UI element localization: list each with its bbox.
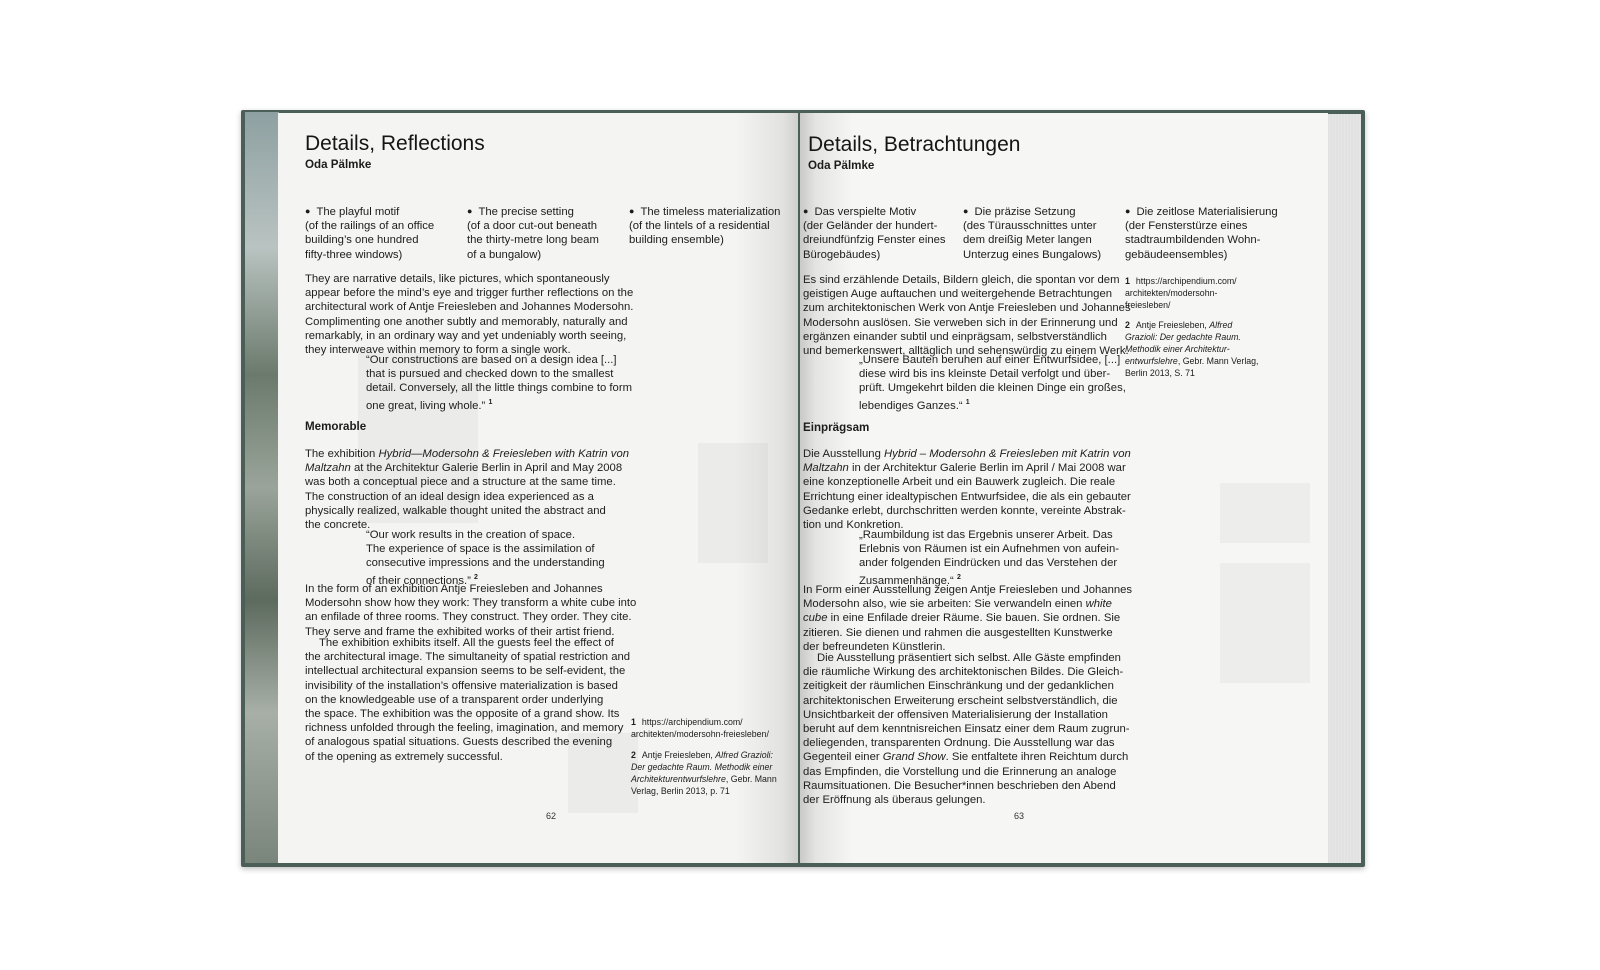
footnote xyxy=(631,716,791,740)
footnote-link: architekten/modersohn-freiesleben/ xyxy=(631,729,769,739)
motif-line: the thirty-metre long beam xyxy=(467,234,599,247)
block-quote xyxy=(366,353,636,413)
page-title: Details, Betrachtungen xyxy=(808,133,1021,156)
text-line: detail. Conversely, all the little things combine to form xyxy=(366,382,633,395)
text-line: zitieren. Sie dienen und rahmen die ausgestellten Kunstwerke xyxy=(803,626,1113,639)
author: Oda Pälmke xyxy=(305,158,372,171)
text-line: und bemerkenswert, alltäglich und sehenswürdig zu einem Werk. xyxy=(803,345,1129,358)
text-line: Gedanke erlebt, durchschritten werden konnte, vereinte Abstrak- xyxy=(803,504,1126,517)
motif-item xyxy=(305,205,465,262)
text-line: architectural work of Antje Freiesleben and Johannes Modersohn. xyxy=(305,301,634,314)
text-line: ergänzen einander subtil und einprägsam, selbstverständlich xyxy=(803,330,1107,343)
page-title: Details, Reflections xyxy=(305,132,485,155)
text-line: Modersohn auslösen. Sie verweben sich in der Erinnerung und xyxy=(803,316,1118,329)
footnote-number: 1 xyxy=(631,717,636,727)
text-line: Modersohn show how they work: They transform a white cube into xyxy=(305,597,637,610)
text-line: lebendiges Ganzes.“ xyxy=(859,399,963,412)
motif-line: dreiundfünfzig Fenster eines xyxy=(803,234,946,247)
footnote-number: 2 xyxy=(631,750,636,760)
motif-item xyxy=(467,205,627,262)
text-line: In Form einer Ausstellung zeigen Antje Freiesleben und Johannes xyxy=(803,584,1133,596)
exhibition-title: Hybrid—Modersohn & Freiesleben with Katrin von xyxy=(378,448,630,460)
motif-line: dem dreißig Meter langen xyxy=(963,234,1092,247)
right-page xyxy=(800,113,1328,863)
text-line: on the knowledgeable use of a transparent order underlying xyxy=(305,693,604,706)
paragraph xyxy=(803,583,1143,654)
paragraph xyxy=(803,651,1143,807)
paragraph xyxy=(305,272,635,357)
motif-line: (of a door cut-out beneath xyxy=(467,220,598,233)
motif-label: ● The playful motif xyxy=(305,205,465,219)
paragraph xyxy=(305,636,645,764)
footnote xyxy=(1125,319,1285,379)
text-line: beruht auf dem kenntnisreichen Einsatz einer dem Raum zugrun- xyxy=(803,723,1130,736)
show-through-image xyxy=(1220,483,1310,543)
footnote-text: Alfred Grazioli: xyxy=(715,750,773,760)
text-line: The construction of an ideal design idea experienced as a xyxy=(305,490,594,503)
motif-line: (des Türausschnittes unter xyxy=(963,220,1097,233)
footnote-ref: 1 xyxy=(488,398,493,406)
text-line: They are narrative details, like pictures, which spontaneously xyxy=(305,273,610,285)
text-line: physically realized, walkable thought united the abstract and xyxy=(305,504,606,517)
text-line: der Eröffnung als überaus gelungen. xyxy=(803,794,986,807)
motif-line: (der Fensterstürze eines xyxy=(1125,220,1248,233)
exhibition-title: Hybrid – Modersohn & Freiesleben mit Katrin von xyxy=(884,448,1131,460)
text-line: Erlebnis von Räumen ist ein Aufnehmen von aufein- xyxy=(859,543,1119,556)
text-line: „Raumbildung ist das Ergebnis unserer Arbeit. Das xyxy=(859,529,1113,541)
photo-page-edge xyxy=(245,112,279,863)
motif-item xyxy=(1125,205,1305,262)
page-number: 62 xyxy=(546,811,557,821)
text-line: They serve and frame the exhibited works of their artist friend. xyxy=(305,625,615,638)
text-line: In the form of an exhibition Antje Freiesleben and Johannes xyxy=(305,583,603,595)
text-line: zum architektonischen Werk von Antje Freiesleben und Johannes xyxy=(803,302,1131,315)
text-line: the architectural image. The simultaneity of spatial restriction and xyxy=(305,651,631,664)
footnote-ref: 2 xyxy=(474,573,478,581)
text-line: the space. The exhibition was the opposite of a grand show. Its xyxy=(305,708,620,721)
text-line: invisibility of the installation’s offensive materialization is based xyxy=(305,679,618,692)
text-span: Modersohn also, wie sie arbeiten: Sie verwandeln einen xyxy=(803,598,1086,611)
motif-line: gebäudeensembles) xyxy=(1125,248,1228,261)
text-line: appear before the mind’s eye and trigger further reflections on the xyxy=(305,287,634,300)
footnote-link: https://archipendium.com/ xyxy=(641,717,743,727)
footnote-link: architekten/modersohn- xyxy=(1125,288,1218,298)
footnote-text: , Gebr. Mann Verlag, xyxy=(1177,356,1259,366)
motif-item xyxy=(803,205,963,262)
text-span: in eine Enfilade dreier Räume. Sie bauen. Sie ordnen. Sie xyxy=(827,612,1121,625)
footnote-text: Verlag, Berlin 2013, p. 71 xyxy=(631,786,730,796)
text-line: that is pursued and checked down to the smallest xyxy=(366,368,614,381)
footnote-number: 1 xyxy=(1125,276,1130,286)
footnote-text: entwurfslehre xyxy=(1125,356,1178,366)
text-line: Raumsituationen. Die Besucher*innen beschrieben den Abend xyxy=(803,779,1116,792)
left-page xyxy=(278,113,798,863)
footnote-text: Architekturentwurfslehre xyxy=(631,774,726,784)
text-line: Zusammenhänge.“ xyxy=(859,574,954,587)
motif-item xyxy=(629,205,798,248)
block-quote xyxy=(859,528,1139,588)
show-through-image xyxy=(1220,563,1310,683)
text-span: The exhibition xyxy=(305,448,379,460)
text-span: Grand Show xyxy=(882,751,946,764)
motif-line: stadtraumbildenden Wohn- xyxy=(1125,234,1261,247)
motif-line: fifty-three windows) xyxy=(305,248,403,261)
text-line: diese wird bis ins kleinste Detail verfolgt und über- xyxy=(859,368,1111,381)
text-line: die räumliche Wirkung des architektonischen Bildes. Die Gleich- xyxy=(803,666,1124,679)
text-line: zeitigkeit der räumlichen Einschränkung und der gedanklichen xyxy=(803,680,1114,693)
footnote-text: Der gedachte Raum. Methodik einer xyxy=(631,762,773,772)
text-line: der befreundeten Künstlerin. xyxy=(803,640,946,653)
footnote xyxy=(1125,275,1285,311)
text-span: . Sie entfaltete ihren Reichtum durch xyxy=(945,751,1129,764)
text-line: intellectual architectural expansion seems to be self-evident, the xyxy=(305,665,626,678)
text-line: they interweave within memory to form a single work. xyxy=(305,344,571,357)
footnote-text: Alfred xyxy=(1209,320,1233,330)
motif-label: ● Die präzise Setzung xyxy=(963,205,1123,219)
footnote-text: Methodik einer Architektur- xyxy=(1125,344,1230,354)
text-span: at the Architektur Galerie Berlin in April and May 2008 xyxy=(350,462,623,475)
text-line: the concrete. xyxy=(305,519,371,532)
text-line: “Our work results in the creation of space. xyxy=(366,529,576,541)
text-line: tion und Konkretion. xyxy=(803,519,904,532)
motif-label: ● Die zeitlose Materialisierung xyxy=(1125,205,1305,219)
text-span: in der Architektur Galerie Berlin im April / Mai 2008 war xyxy=(848,462,1126,475)
text-line: architektonischen Erweiterung erscheint selbstverständlich, die xyxy=(803,694,1118,707)
motif-line: building ensemble) xyxy=(629,234,724,247)
footnote-text: Antje Freiesleben, xyxy=(1135,320,1210,330)
section-heading: Einprägsam xyxy=(803,421,870,434)
text-line: richness unfolded through the feeling, imagination, and memory xyxy=(305,722,624,735)
text-line: an enfilade of three rooms. They construct. They order. They cite. xyxy=(305,611,632,624)
motif-item xyxy=(963,205,1123,262)
motif-line: of a bungalow) xyxy=(467,248,542,261)
motif-line: Bürogebäudes) xyxy=(803,248,881,261)
motif-label: ● The timeless materialization xyxy=(629,205,798,219)
exhibition-title: Maltzahn xyxy=(803,462,849,475)
text-line: Unsichtbarkeit der offensiven Materialisierung der Installation xyxy=(803,708,1108,721)
text-line: Complimenting one another subtly and memorably, naturally and xyxy=(305,315,628,328)
paragraph xyxy=(803,447,1143,532)
text-line: of the opening as extremely successful. xyxy=(305,750,503,763)
text-line: The experience of space is the assimilation of xyxy=(366,543,595,556)
footnote xyxy=(631,749,791,797)
text-line: Es sind erzählende Details, Bildern gleich, die spontan vor dem xyxy=(803,274,1120,286)
block-quote xyxy=(859,353,1139,413)
motif-label: ● Das verspielte Motiv xyxy=(803,205,963,219)
text-line: geistigen Auge auftauchen und weitergehende Betrachtungen xyxy=(803,288,1113,301)
exhibition-title: Maltzahn xyxy=(305,462,351,475)
text-line: Die Ausstellung präsentiert sich selbst. Alle Gäste empfinden xyxy=(817,652,1121,664)
footnote-link: freiesleben/ xyxy=(1125,300,1171,310)
text-line: was both a conceptual piece and a structure at the same time. xyxy=(305,476,616,489)
page-number: 63 xyxy=(1014,811,1025,821)
footnote-text: Grazioli: Der gedachte Raum. xyxy=(1125,332,1241,342)
text-line: of analogous spatial situations. Guests described the evening xyxy=(305,736,613,749)
text-line: ander folgenden Eindrücken und das Verstehen der xyxy=(859,557,1118,570)
text-line: Errichtung einer idealtypischen Entwurfsidee, die als ein gebauter xyxy=(803,490,1131,503)
motif-line: Unterzug eines Bungalows) xyxy=(963,248,1102,261)
text-line: „Unsere Bauten beruhen auf einer Entwurfsidee, [...] xyxy=(859,354,1121,366)
text-line: “Our constructions are based on a design idea [...] xyxy=(366,354,617,366)
footnote-number: 2 xyxy=(1125,320,1130,330)
paragraph xyxy=(305,582,645,639)
text-span: white xyxy=(1085,598,1112,611)
motif-line: (of the railings of an office xyxy=(305,220,435,233)
text-line: eine konzeptionelle Arbeit und ein Bauwerk zugleich. Die reale xyxy=(803,476,1116,489)
motif-line: (der Geländer der hundert- xyxy=(803,220,938,233)
section-heading: Memorable xyxy=(305,420,367,433)
footnote-text: Berlin 2013, S. 71 xyxy=(1125,368,1195,378)
text-line: consecutive impressions and the understanding xyxy=(366,557,605,570)
text-line: prüft. Umgekehrt bilden die kleinen Dinge ein großes, xyxy=(859,382,1126,395)
motif-label: ● The precise setting xyxy=(467,205,627,219)
text-line: remarkably, in an ordinary way and yet undeniably worth seeing, xyxy=(305,329,627,342)
paragraph xyxy=(803,273,1133,358)
author: Oda Pälmke xyxy=(808,159,875,172)
text-line: deliegenden, transparenten Ordnung. Die Ausstellung war das xyxy=(803,737,1115,750)
text-line: The exhibition exhibits itself. All the guests feel the effect of xyxy=(319,637,614,649)
paragraph xyxy=(305,447,645,532)
page-edges xyxy=(1325,114,1361,863)
footnote-ref: 1 xyxy=(965,398,970,406)
text-span: Die Ausstellung xyxy=(803,448,885,460)
motif-line: (of the lintels of a residential xyxy=(629,220,770,233)
show-through-image xyxy=(698,443,768,563)
text-line: das Empfinden, die Vorstellung und die Erinnerung an analoge xyxy=(803,765,1117,778)
text-line: one great, living whole.” xyxy=(366,399,486,412)
footnote-text: Antje Freiesleben, xyxy=(641,750,716,760)
text-line: of their connections.” xyxy=(366,574,471,587)
footnote-text: , Gebr. Mann xyxy=(725,774,777,784)
footnote-link: https://archipendium.com/ xyxy=(1135,276,1237,286)
footnote-ref: 2 xyxy=(956,573,961,581)
block-quote xyxy=(366,528,636,588)
text-span: cube xyxy=(803,612,828,625)
motif-line: building’s one hundred xyxy=(305,234,419,247)
text-span: Gegenteil einer xyxy=(803,751,883,764)
